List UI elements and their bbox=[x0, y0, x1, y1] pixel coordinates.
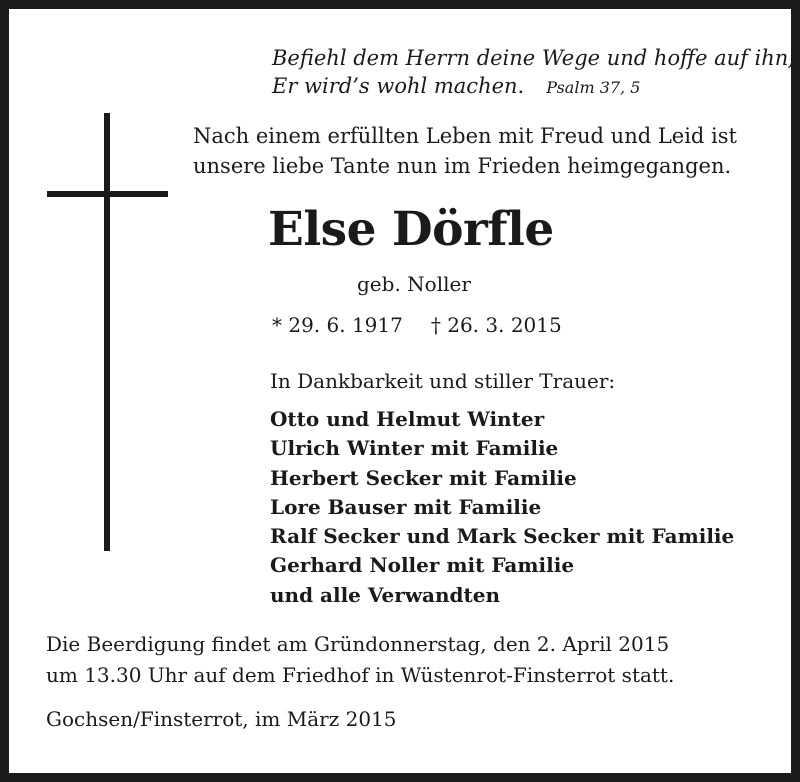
intro-text bbox=[193, 121, 783, 181]
bible-verse-line-2 bbox=[272, 72, 772, 102]
bible-verse bbox=[272, 44, 796, 102]
bible-verse-line-2-text: Er wird’s wohl machen. bbox=[272, 74, 525, 98]
funeral-line-1: Die Beerdigung findet am Gründonnerstag, den 2. April 2015 bbox=[46, 632, 670, 656]
intro-line-2: unsere liebe Tante nun im Frieden heimgegangen. bbox=[193, 154, 732, 178]
mourner-item: Lore Bauser mit Familie bbox=[270, 494, 542, 519]
bible-verse-reference: Psalm 37, 5 bbox=[546, 78, 641, 97]
funeral-line-2: um 13.30 Uhr auf dem Friedhof in Wüstenrot-Finsterrot statt. bbox=[46, 663, 675, 687]
life-dates bbox=[272, 311, 562, 339]
thanks-line: In Dankbarkeit und stiller Trauer: bbox=[270, 369, 616, 393]
mourner-item: Herbert Secker mit Familie bbox=[270, 465, 577, 490]
death-date: † 26. 3. 2015 bbox=[430, 313, 562, 337]
mourner-item: Gerhard Noller mit Familie bbox=[270, 553, 575, 578]
born-name: geb. Noller bbox=[357, 272, 471, 296]
mourner-item: Ralf Secker und Mark Secker mit Familie bbox=[270, 524, 735, 549]
place-date: Gochsen/Finsterrot, im März 2015 bbox=[46, 707, 397, 731]
bible-verse-line-1: Befiehl dem Herrn deine Wege und hoffe auf ihn; bbox=[272, 46, 796, 70]
mourner-item: Otto und Helmut Winter bbox=[270, 407, 545, 431]
cross-icon-bar bbox=[47, 191, 168, 197]
mourners-list bbox=[270, 405, 734, 610]
mourner-item: Ulrich Winter mit Familie bbox=[270, 436, 559, 461]
deceased-name: Else Dörfle bbox=[268, 202, 554, 257]
funeral-notice bbox=[46, 629, 674, 691]
cross-icon bbox=[104, 113, 110, 551]
intro-line-1: Nach einem erfüllten Leben mit Freud und Leid ist bbox=[193, 124, 737, 148]
birth-date: * 29. 6. 1917 bbox=[272, 313, 403, 337]
mourner-item: und alle Verwandten bbox=[270, 582, 501, 607]
